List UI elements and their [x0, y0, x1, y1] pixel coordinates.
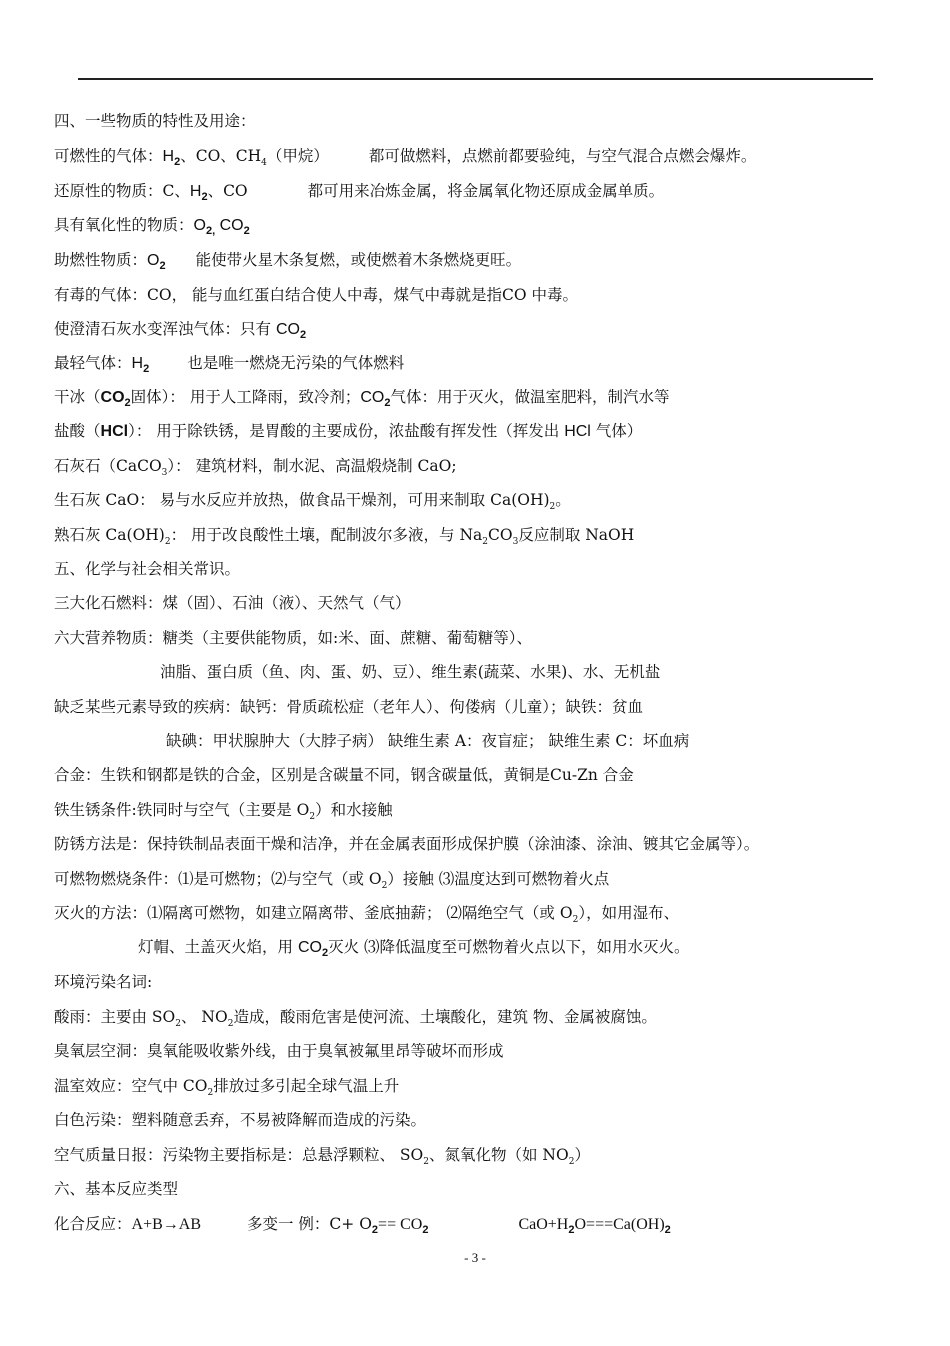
- line-rust-conditions: 铁生锈条件:铁同时与空气（主要是 $O_2$）和水接触: [54, 801, 393, 822]
- line-combustion-support: 助燃性物质：$O_2$ 能使带火星木条复燃，或使燃着木条燃烧更旺。: [54, 251, 522, 272]
- line-combination-reaction: 化合反应：A+B→AB 多变一 例：$C+ O_2== CO_2$ $CaO+H_2O===Ca(OH)_2$: [54, 1215, 671, 1236]
- line-ozone-hole: 臭氧层空洞：臭氧能吸收紫外线，由于臭氧被氟里昂等破坏而形成: [54, 1042, 504, 1060]
- header-rule: [78, 78, 873, 80]
- line-extinguish-1: 灭火的方法：⑴隔离可燃物，如建立隔离带、釜底抽薪； ⑵隔绝空气（或 $O_2$），如用湿布、: [54, 904, 680, 925]
- line-alloy: 合金：生铁和钢都是铁的合金，区别是含碳量不同，钢含碳量低，黄铜是Cu-Zn 合金: [54, 766, 634, 784]
- line-nutrients-1: 六大营养物质：糖类（主要供能物质，如:米、面、蔗糖、葡萄糖等）、: [54, 629, 532, 647]
- line-quicklime: 生石灰 CaO： 易与水反应并放热，做食品干燥剂，可用来制取 $Ca(OH)_2$。: [54, 491, 571, 512]
- line-combustible-gases: 可燃性的气体：$H_2$、CO、$CH_4$（甲烷） 都可做燃料，点燃前都要验纯，与空气混合点燃会爆炸。: [54, 147, 757, 168]
- line-env-pollution-heading: 环境污染名词:: [54, 973, 153, 991]
- line-burning-conditions: 可燃物燃烧条件：⑴是可燃物；⑵与空气（或 $O_2$）接触 ⑶温度达到可燃物着火点: [54, 870, 610, 891]
- line-slaked-lime: 熟石灰 $Ca(OH)_2$： 用于改良酸性土壤，配制波尔多液，与 $Na_2CO_3$反应制取 NaOH: [54, 526, 635, 547]
- line-dry-ice: 干冰（$CO_2$固体）： 用于人工降雨，致冷剂；$CO_2$气体：用于灭火，做温室肥料，制汽水等: [54, 388, 670, 409]
- section-heading-4: 四、一些物质的特性及用途：: [54, 112, 256, 130]
- line-limestone: 石灰石（CaCO$_3$）： 建筑材料，制水泥、高温煅烧制 CaO;: [54, 457, 457, 478]
- line-lightest-gas: 最轻气体：$H_2$ 也是唯一燃烧无污染的气体燃料: [54, 354, 405, 375]
- line-deficiency-1: 缺乏某些元素导致的疾病：缺钙：骨质疏松症（老年人）、佝偻病（儿童）；缺铁：贫血: [54, 698, 644, 716]
- line-oxidizing-substances: 具有氧化性的物质：$O_{2,}$ $CO_2$: [54, 216, 250, 237]
- section-heading-5: 五、化学与社会相关常识。: [54, 560, 241, 578]
- page-number: - 3 -: [464, 1250, 486, 1265]
- section-heading-6: 六、基本反应类型: [54, 1180, 179, 1198]
- line-rust-prevention: 防锈方法是：保持铁制品表面干燥和洁净，并在金属表面形成保护膜（涂油漆、涂油、镀其它金属等）。: [54, 835, 760, 853]
- line-greenhouse: 温室效应：空气中 $CO_2$排放过多引起全球气温上升: [54, 1077, 400, 1098]
- line-deficiency-2: 缺碘：甲状腺肿大（大脖子病） 缺维生素 A：夜盲症； 缺维生素 C：坏血病: [166, 732, 690, 750]
- line-fossil-fuels: 三大化石燃料：煤（固）、石油（液）、天然气（气）: [54, 594, 411, 612]
- line-air-quality: 空气质量日报：污染物主要指标是：总悬浮颗粒、 $SO_2$、氮氧化物（如 $NO_2$）: [54, 1146, 590, 1167]
- line-nutrients-2: 油脂、蛋白质（鱼、肉、蛋、奶、豆）、维生素(蔬菜、水果)、水、无机盐: [160, 663, 661, 681]
- line-hydrochloric-acid: 盐酸（HCl）： 用于除铁锈，是胃酸的主要成份，浓盐酸有挥发性（挥发出 HCl 气体）: [54, 422, 643, 440]
- line-limewater: 使澄清石灰水变浑浊气体：只有 $CO_2$: [54, 320, 307, 341]
- line-extinguish-2: 灯帽、土盖灭火焰，用 $CO_2$灭火 ⑶降低温度至可燃物着火点以下，如用水灭火。: [138, 938, 690, 959]
- line-white-pollution: 白色污染：塑料随意丢弃，不易被降解而造成的污染。: [54, 1111, 427, 1129]
- line-reducing-substances: 还原性的物质：C、$H_2$、CO 都可用来冶炼金属，将金属氧化物还原成金属单质。: [54, 182, 665, 203]
- line-acid-rain: 酸雨：主要由 $SO_2$、 $NO_2$造成，酸雨危害是使河流、土壤酸化，建筑 物、金属被腐蚀。: [54, 1008, 657, 1029]
- line-toxic-gas: 有毒的气体：CO， 能与血红蛋白结合使人中毒，煤气中毒就是指CO 中毒。: [54, 286, 578, 304]
